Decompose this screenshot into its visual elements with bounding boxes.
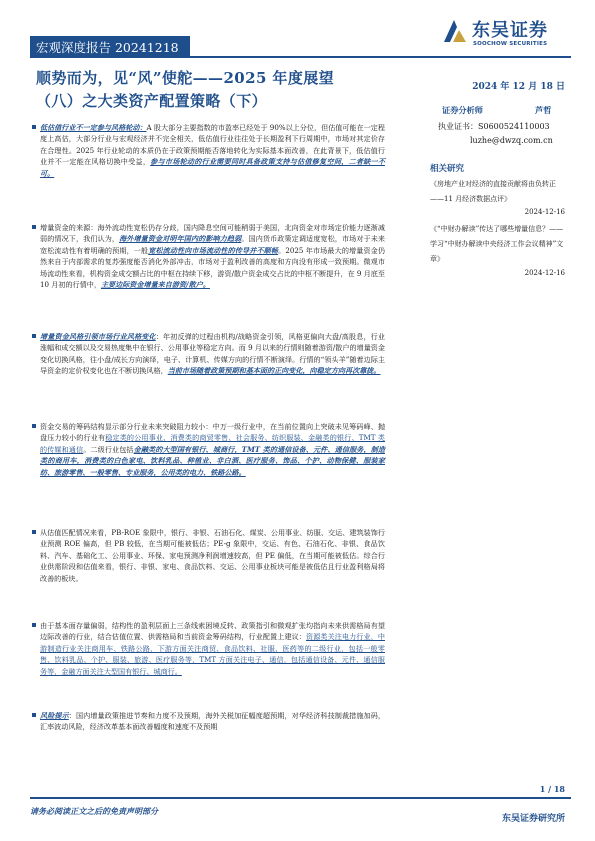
point-emphasis: 海外增量资金对明年国内的影响力趋弱	[119, 234, 242, 244]
logo-mark-icon	[442, 18, 468, 44]
brand-name-en: SOOCHOW SECURITIES	[473, 41, 548, 47]
point-emphasis: 当前市场随着政策预期和基本面的正向变化，向稳定方向再次靠拢。	[167, 366, 381, 376]
bullet-icon	[32, 125, 36, 129]
bullet-icon	[32, 424, 36, 428]
bullet-icon	[32, 334, 36, 338]
point-lead: 风险提示	[40, 711, 69, 720]
analyst-license: 执业证书：S0600524110003	[438, 122, 550, 131]
analyst-label: 证券分析师	[442, 105, 483, 115]
point-text: 由于基本面存量偏弱，结构性的盈利层面上三条线索困境反转、政策指引和微观扩张均指向未来供需格局有望边际改善的行业，结合估值位置、供需格局和当前资金筹码结构，行业配置上建议：	[40, 621, 385, 642]
point-emphasis: 金融类的大型国有银行、城商行，TMT 类的通信设备、元件、通信服务，制造类的商用车，消费类的白色家电、饮料乳品、种植业、非白酒、医疗服务、饰品、个护、动物保健、服装家纺、旅游零售、一般零售、专业服务，公用类的电力、铁路公路。	[40, 444, 385, 477]
point-text: 。二级行业包括	[83, 444, 134, 454]
institute-name: 东吴证券研究所	[501, 814, 565, 824]
summary-point-incremental-funds	[40, 222, 385, 290]
footer-rule	[30, 797, 571, 799]
point-text: 从估值匹配情况来看，PB-ROE 象限中，银行、非银、石油石化、煤炭、公用事业、纺服、交运、建筑装饰行业预测 ROE 偏高，但 PB 较低，在当期可能被低估；PE-g 象限中，交运、有色、石油石化、非银、食品饮料、汽车、基础化工、公用事业、环保、家电预测净利润增速较高，但 PE 偏低，在当期可能被低估。综合行业供需阶段和估值来看，银行、非银、家电、食品饮料、交运、公用事业板块可能是被低估且行业盈利格局将改善的板块。	[40, 528, 385, 583]
report-date: 2024 年 12 月 18 日	[472, 82, 565, 92]
point-text: 资金交易的筹码结构显示部分行业未来突破阻力较小：中万一级行业中，在当前位置向上突破未见筹码峰、抛盘压力较小的行业有	[40, 422, 385, 443]
point-lead: 低估值行业不一定参与风格轮动：	[40, 123, 147, 132]
point-text: 增量资金的来源：海外流动性宽松仍存分歧，国内降息空间可能稍弱于美国，北向资金对市场定价能力逐渐减弱的情况下，我们认为，	[40, 223, 385, 244]
point-link-recommendations[interactable]: 资源类关注电力行业，中游制造行业关注商用车、铁路公路，下游方面关注商贸、食品饮料、社服、医药等的二级行业，包括一般零售、饮料乳品、个护、服装、旅游、医疗服务等，TMT 方面关注电子、通信，包括通信设备、元件、通信服务等，金融方面关注大型国有银行、城商行。	[40, 632, 386, 676]
related-research-date: 2024-12-16	[524, 208, 565, 216]
disclaimer-note: 请务必阅读正文之后的免责声明部分	[30, 806, 158, 816]
summary-point-risk	[40, 710, 385, 733]
summary-point-valuation	[40, 122, 385, 179]
bullet-icon	[32, 225, 36, 229]
analyst-email[interactable]: luzhe@dwzq.com.cn	[470, 136, 553, 145]
related-research-item[interactable]: 《“中财办解读”传达了哪些增量信息？——学习“中财办解读中央经济工作会议精神”文章》	[430, 225, 564, 263]
report-type-banner	[30, 36, 190, 56]
related-research-item[interactable]: 《房地产业对经济的直接贡献将由负转正——11 月经济数据点评》	[430, 180, 556, 203]
point-emphasis: 主要边际资金增量来自游资/散户。	[100, 280, 210, 290]
point-link-sectors[interactable]: 稳定类的公用事业、消费类的商贸零售、社会服务、纺织服装、金融类的银行、TMT 类的传媒和通信	[40, 433, 385, 454]
point-text: 。2025 年市场最大的增量资金仍然来自于内部需求的复苏强度能否消化外部冲击，市场对于盈利改善的高度和方向没有形成一致预期。微观市场流动性来看，机构资金成交额占比的中枢在持续下移，游资/散户资金成交占比的中枢不断提升，在 9 月底至 10 月初的行情中，	[40, 245, 385, 290]
report-title-line2: （八）之大类资产配置策略（下）	[36, 92, 268, 110]
point-lead: 增量资金风格引领市场行业风格变化	[40, 332, 156, 341]
point-emphasis: 参与市场轮动的行业需要同时具备政策支持与估值修复空间，二者缺一不可。	[40, 157, 385, 178]
point-emphasis: 宽松流动性向市场流动性的传导并不顺畅	[148, 245, 279, 255]
bullet-icon	[32, 623, 36, 627]
related-research-date: 2024-12-16	[524, 269, 565, 277]
header-rule	[30, 56, 571, 58]
analyst-name: 芦哲	[535, 105, 552, 115]
report-title-line1: 顺势而为，见“风”使舵——2025 年度展望	[36, 69, 335, 87]
company-logo	[442, 16, 582, 56]
summary-point-allocation	[40, 620, 385, 677]
bullet-icon	[32, 530, 36, 534]
point-text: 。国内货币政策定调适度宽松，市场对于未来宽松流动性有着明确的预期，一般	[40, 234, 386, 255]
point-text: A 股大部分主要指数的市盈率已经处于 90%以上分位，但估值可能在一定程度上高估，大部分行业与宏观经济并不完全相关，低估值行业往往处于长期盈利下行周期中，市场对其定价存在合理性。2025 年行业轮动的本质仍在于政策预期能否落地转化为实际基本面改善，在此背景下，低估值行业并不一定能在风格切换中受益，	[40, 123, 385, 167]
brand-name-cn: 东吴证券	[472, 20, 548, 41]
related-research-title: 相关研究	[430, 164, 465, 174]
summary-point-style-rotation	[40, 331, 385, 377]
report-type: 宏观深度报告 20241218	[36, 40, 179, 55]
summary-point-valuation-matching	[40, 527, 385, 584]
point-text: ：年初反弹的过程由机构/战略资金引领，风格更偏向大盘/高股息，行业涨幅和成交额以及交易热度集中在银行、公用事业等稳定方向。而 9 月以来的行情则随着游资/散户的增量资金变化切换风格，往小盘/成长方向演绎，电子、计算机、传媒方向的行情不断演绎。行情的“领头羊”随着边际主导资金的定价权变化也在不断切换风格，	[40, 332, 386, 376]
bullet-icon	[32, 713, 36, 717]
page-number: 1 / 18	[539, 784, 565, 794]
point-text: ：国内增量政策推进节奏和力度不及预期，海外关税加征幅度超预期，对华经济科技制裁措施加码，汇率波动风险，经济改革基本面改善幅度和速度不及预期	[40, 711, 386, 732]
summary-point-chip-structure	[40, 421, 385, 478]
